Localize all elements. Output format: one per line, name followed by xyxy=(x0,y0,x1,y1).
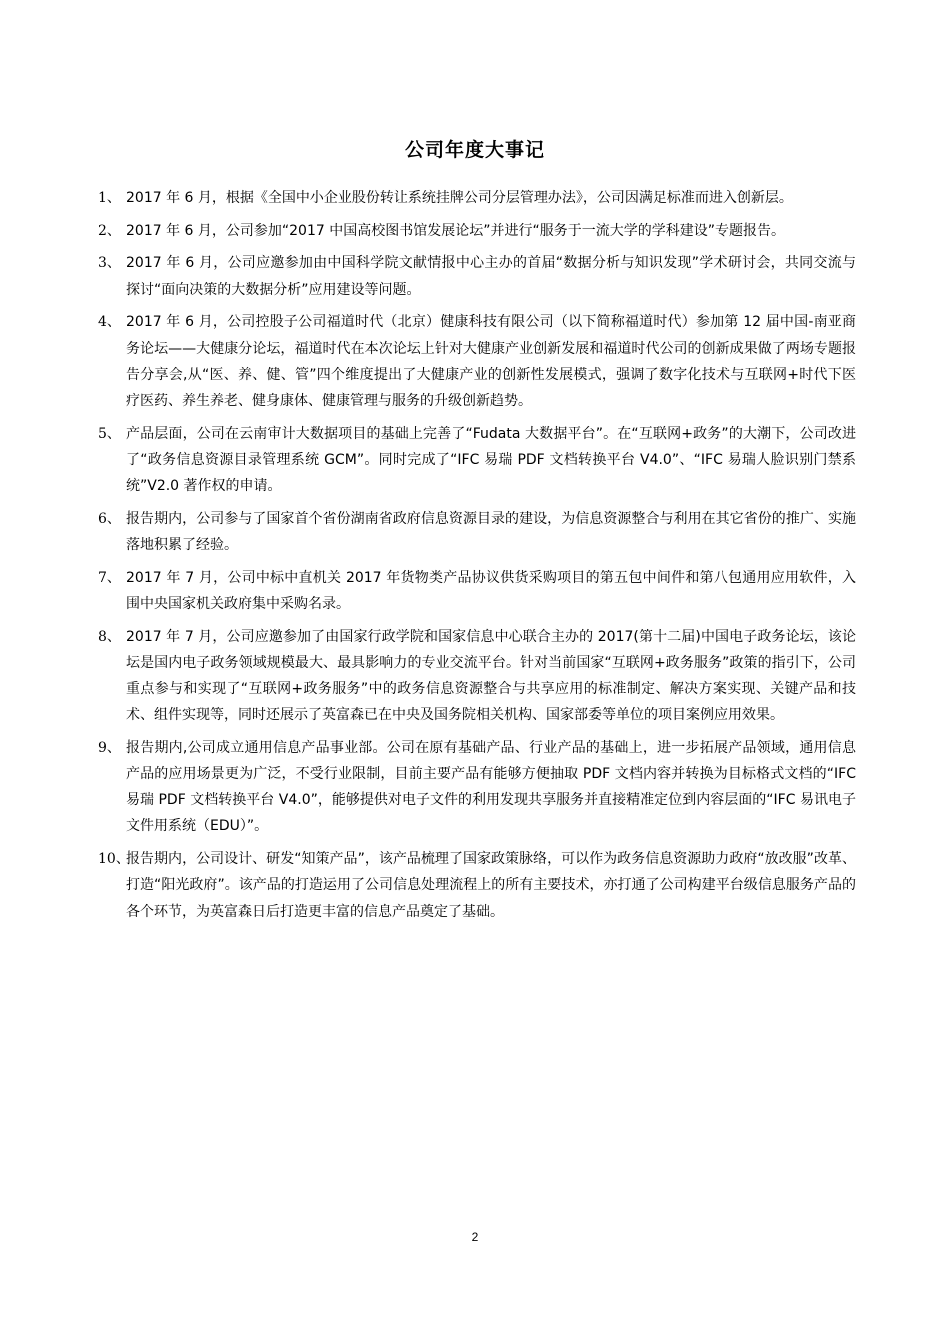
item-text: 2017 年 6 月，公司控股子公司福道时代（北京）健康科技有限公司（以下简称福道时代）参加第 12 届中国-南亚商务论坛——大健康分论坛，福道时代在本次论坛上针对大健康产业创新发展和福道时代公司的创新成果做了两场专题报告分享会,从“医、养、健、管”四个维度提出了大健康产业的创新性发展模式，强调了数字化技术与互联网+时代下医疗医药、养生养老、健身康体、健康管理与服务的升级创新趋势。 xyxy=(126,314,856,409)
events-list xyxy=(98,185,856,931)
item-number: 4、 xyxy=(98,314,121,331)
item-number: 8、 xyxy=(98,628,121,645)
list-item xyxy=(98,735,856,840)
item-number: 3、 xyxy=(98,255,121,272)
list-item xyxy=(98,421,856,500)
item-number: 6、 xyxy=(98,510,121,527)
item-text: 2017 年 7 月，公司中标中直机关 2017 年货物类产品协议供货采购项目的第五包中间件和第八包通用应用软件，入围中央国家机关政府集中采购名录。 xyxy=(126,569,856,612)
item-number: 10、 xyxy=(98,851,130,868)
item-text: 2017 年 6 月，根据《全国中小企业股份转让系统挂牌公司分层管理办法》，公司因满足标准而进入创新层。 xyxy=(126,190,793,206)
list-item xyxy=(98,565,856,617)
item-number: 9、 xyxy=(98,739,121,756)
list-item xyxy=(98,506,856,558)
item-text: 产品层面，公司在云南审计大数据项目的基础上完善了“Fudata 大数据平台”。在“互联网+政务”的大潮下，公司改进了“政务信息资源目录管理系统 GCM”。同时完成了“IFC 易瑞 PDF 文档转换平台 V4.0”、“IFC 易瑞人脸识别门禁系统”V2.0 著作权的申请。 xyxy=(126,425,856,495)
list-item xyxy=(98,624,856,729)
list-item xyxy=(98,309,856,414)
item-text: 报告期内，公司参与了国家首个省份湖南省政府信息资源目录的建设，为信息资源整合与利用在其它省份的推广、实施落地积累了经验。 xyxy=(126,510,856,553)
item-text: 2017 年 6 月，公司参加“2017 中国高校图书馆发展论坛”并进行“服务于一流大学的学科建设”专题报告。 xyxy=(126,222,785,239)
item-text: 2017 年 7 月，公司应邀参加了由国家行政学院和国家信息中心联合主办的 2017(第十二届)中国电子政务论坛，该论坛是国内电子政务领域规模最大、最具影响力的专业交流平台。针对当前国家“互联网+政务服务”政策的指引下，公司重点参与和实现了“互联网+政务服务”中的政务信息资源整合与共享应用的标准制定、解决方案实现、关键产品和技术、组件实现等，同时还展示了英富森已在中央及国务院相关机构、国家部委等单位的项目案例应用效果。 xyxy=(126,628,856,724)
item-text: 报告期内，公司设计、研发“知策产品”，该产品梳理了国家政策脉络，可以作为政务信息资源助力政府“放改服”改革、打造“阳光政府”。该产品的打造运用了公司信息处理流程上的所有主要技术，亦打通了公司构建平台级信息服务产品的各个环节，为英富森日后打造更丰富的信息产品奠定了基础。 xyxy=(126,851,856,920)
item-text: 报告期内,公司成立通用信息产品事业部。公司在原有基础产品、行业产品的基础上，进一步拓展产品领域，通用信息产品的应用场景更为广泛，不受行业限制，目前主要产品有能够方便抽取 PDF 文档内容并转换为目标格式文档的“IFC 易瑞 PDF 文档转换平台 V4.0”，能够提供对电子文件的利用发现共享服务并直接精准定位到内容层面的“IFC 易讯电子文件用系统（EDU）”。 xyxy=(126,739,856,835)
list-item xyxy=(98,250,856,302)
page-number: 2 xyxy=(471,1230,479,1244)
list-item xyxy=(98,846,856,925)
list-item xyxy=(98,218,856,244)
item-number: 1、 xyxy=(98,190,121,206)
item-number: 7、 xyxy=(98,569,121,586)
list-item xyxy=(98,185,856,211)
item-number: 5、 xyxy=(98,425,121,442)
item-text: 2017 年 6 月，公司应邀参加由中国科学院文献情报中心主办的首届“数据分析与知识发现”学术研讨会，共同交流与探讨“面向决策的大数据分析”应用建设等问题。 xyxy=(126,255,856,298)
item-number: 2、 xyxy=(98,222,121,239)
page-title: 公司年度大事记 xyxy=(404,139,545,161)
